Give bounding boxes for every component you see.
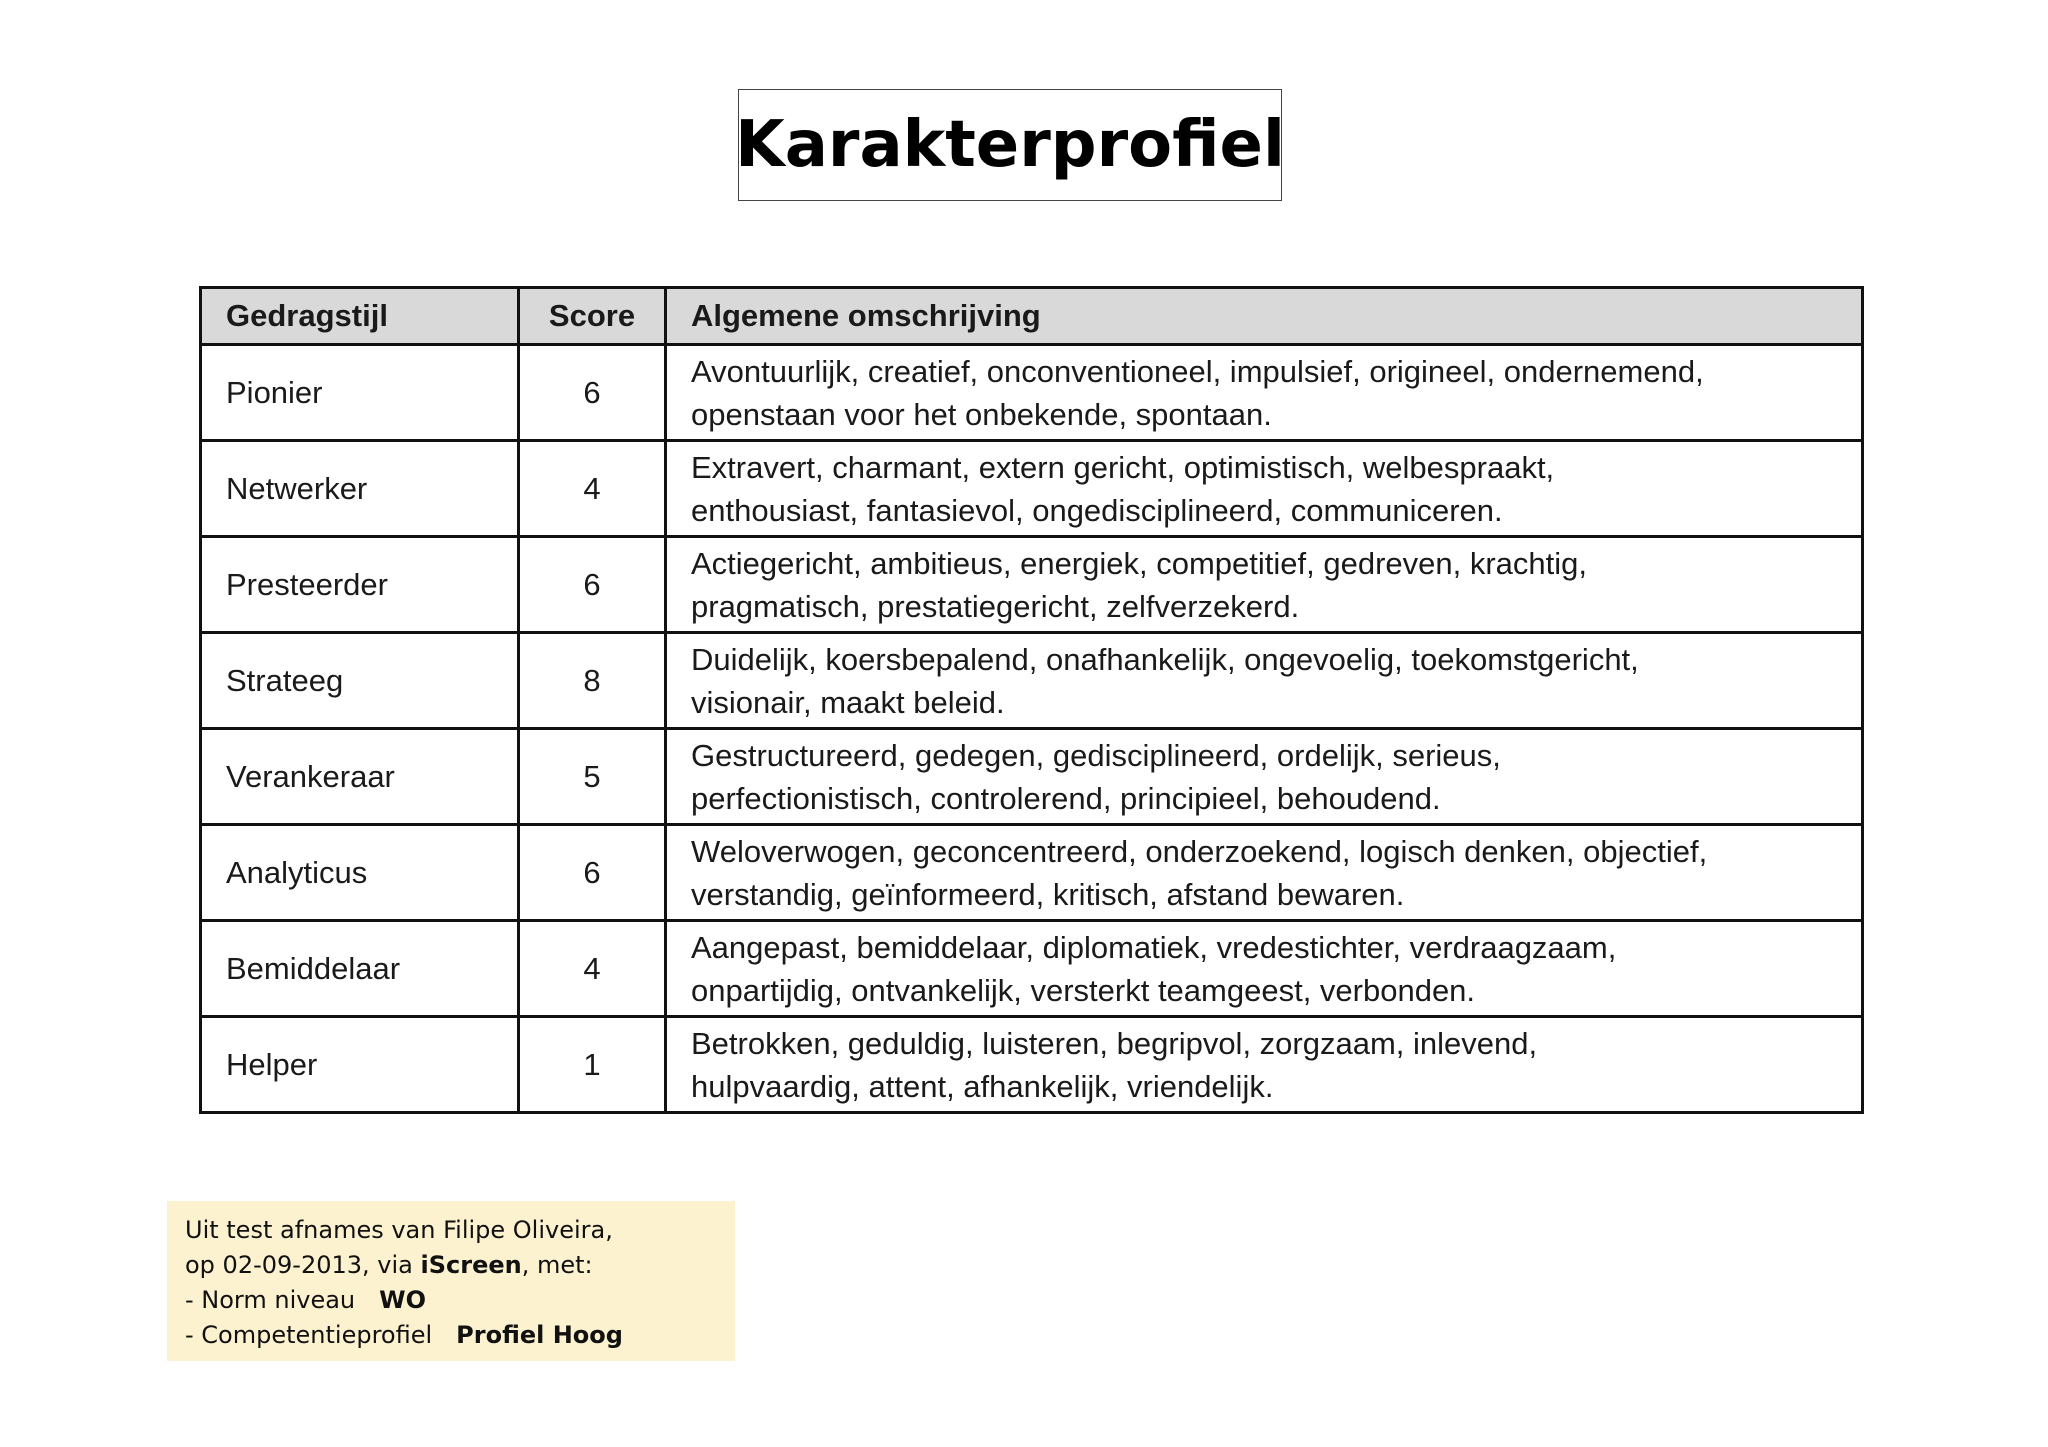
note-date-text: op 02-09-2013, via	[185, 1251, 421, 1279]
description-cell	[666, 1017, 1863, 1113]
table-row	[201, 345, 1863, 441]
score-cell: 6	[519, 825, 666, 921]
score-cell: 6	[519, 345, 666, 441]
description-cell	[666, 441, 1863, 537]
style-cell: Pionier	[201, 345, 519, 441]
page-title: Karakterprofiel	[735, 108, 1285, 182]
note-norm-label: - Norm niveau	[185, 1286, 356, 1314]
table-row	[201, 1017, 1863, 1113]
score-cell: 5	[519, 729, 666, 825]
description-line: openstaan voor het onbekende, spontaan.	[691, 396, 1272, 432]
description-line: Gestructureerd, gedegen, gedisciplineerd, ordelijk, serieus,	[691, 737, 1501, 773]
score-cell: 1	[519, 1017, 666, 1113]
style-cell: Strateeg	[201, 633, 519, 729]
table-row	[201, 633, 1863, 729]
table-row	[201, 825, 1863, 921]
score-cell: 6	[519, 537, 666, 633]
table-row	[201, 537, 1863, 633]
description-cell	[666, 633, 1863, 729]
description-line: Extravert, charmant, extern gericht, optimistisch, welbespraakt,	[691, 449, 1555, 485]
score-cell: 4	[519, 441, 666, 537]
description-line: enthousiast, fantasievol, ongedisciplineerd, communiceren.	[691, 492, 1503, 528]
note-line-norm	[185, 1283, 717, 1318]
note-line-date	[185, 1248, 717, 1283]
title-box	[735, 89, 1285, 201]
description-cell	[666, 537, 1863, 633]
column-header-score: Score	[519, 288, 666, 345]
table-row	[201, 921, 1863, 1017]
style-cell: Presteerder	[201, 537, 519, 633]
description-cell	[666, 345, 1863, 441]
style-cell: Helper	[201, 1017, 519, 1113]
test-info-note	[167, 1201, 735, 1361]
description-cell	[666, 825, 1863, 921]
note-norm-value: WO	[379, 1286, 427, 1314]
note-profile-value: Profiel Hoog	[456, 1321, 623, 1349]
note-tool-name: iScreen	[420, 1251, 522, 1279]
style-cell: Netwerker	[201, 441, 519, 537]
description-cell	[666, 921, 1863, 1017]
table-header-row	[201, 288, 1863, 345]
column-header-style: Gedragstijl	[201, 288, 519, 345]
column-header-description: Algemene omschrijving	[666, 288, 1863, 345]
table-row	[201, 729, 1863, 825]
description-line: onpartijdig, ontvankelijk, versterkt teamgeest, verbonden.	[691, 972, 1476, 1008]
description-line: Aangepast, bemiddelaar, diplomatiek, vredestichter, verdraagzaam,	[691, 929, 1617, 965]
score-cell: 4	[519, 921, 666, 1017]
description-line: Actiegericht, ambitieus, energiek, competitief, gedreven, krachtig,	[691, 545, 1588, 581]
description-line: Avontuurlijk, creatief, onconventioneel, impulsief, origineel, ondernemend,	[691, 353, 1704, 389]
note-date-suffix: , met:	[521, 1251, 593, 1279]
score-cell: 8	[519, 633, 666, 729]
description-line: verstandig, geïnformeerd, kritisch, afstand bewaren.	[691, 876, 1405, 912]
description-line: perfectionistisch, controlerend, principieel, behoudend.	[691, 780, 1441, 816]
description-line: Duidelijk, koersbepalend, onafhankelijk, ongevoelig, toekomstgericht,	[691, 641, 1639, 677]
description-line: Betrokken, geduldig, luisteren, begripvol, zorgzaam, inlevend,	[691, 1025, 1538, 1061]
note-line-source: Uit test afnames van Filipe Oliveira,	[185, 1216, 613, 1244]
character-profile-table	[199, 286, 1864, 1114]
style-cell: Analyticus	[201, 825, 519, 921]
description-line: hulpvaardig, attent, afhankelijk, vriendelijk.	[691, 1068, 1274, 1104]
style-cell: Bemiddelaar	[201, 921, 519, 1017]
description-line: pragmatisch, prestatiegericht, zelfverzekerd.	[691, 588, 1300, 624]
table-row	[201, 441, 1863, 537]
note-profile-label: - Competentieprofiel	[185, 1321, 433, 1349]
description-line: Weloverwogen, geconcentreerd, onderzoekend, logisch denken, objectief,	[691, 833, 1708, 869]
description-cell	[666, 729, 1863, 825]
note-line-profile	[185, 1318, 717, 1353]
style-cell: Verankeraar	[201, 729, 519, 825]
description-line: visionair, maakt beleid.	[691, 684, 1005, 720]
